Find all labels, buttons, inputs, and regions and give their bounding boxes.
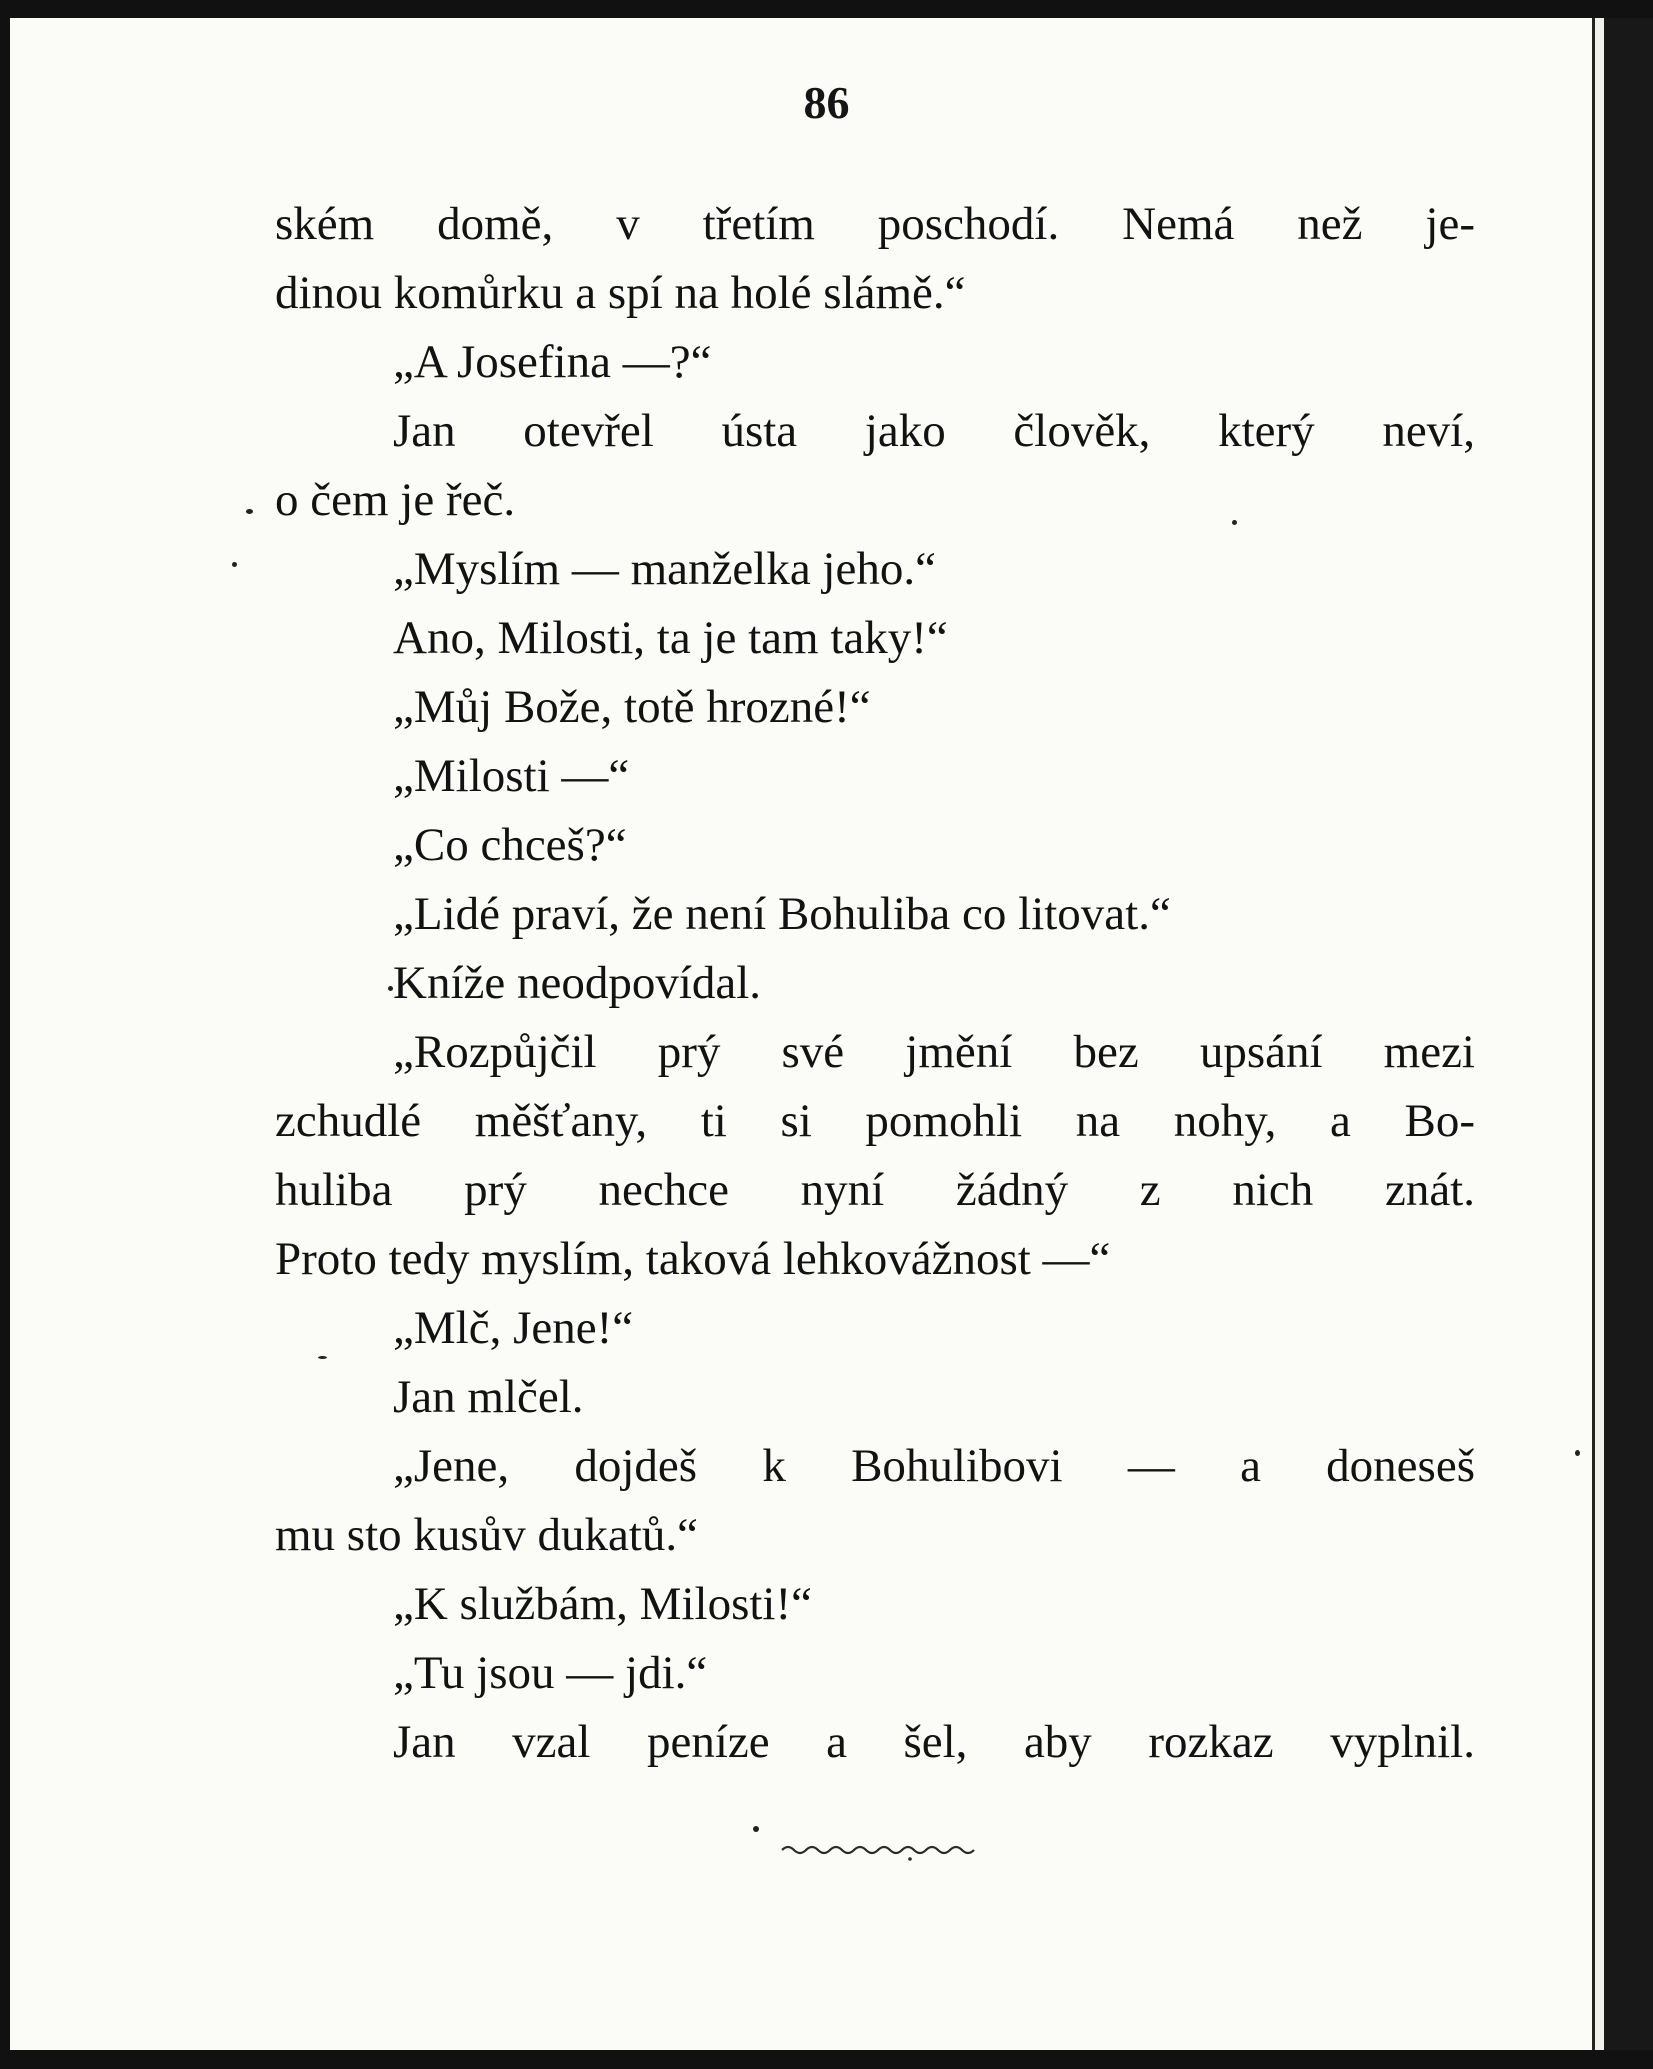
text-line: Jan otevřel ústa jako člověk, který neví, <box>393 405 1475 457</box>
text-line: „Mlč, Jene!“ <box>393 1302 634 1354</box>
text-line: Proto tedy myslím, taková lehkovážnost —“ <box>275 1233 1111 1285</box>
ink-speck <box>1575 1450 1580 1456</box>
text-line: huliba prý nechce nyní žádný z nich znát. <box>275 1164 1475 1216</box>
text-line: Jan vzal peníze a šel, aby rozkaz vyplnil. <box>393 1716 1475 1768</box>
text-line: „Co chceš?“ <box>393 819 627 871</box>
text-line: „Myslím — manželka jeho.“ <box>393 543 936 595</box>
text-line: mu sto kusův dukatů.“ <box>275 1509 698 1561</box>
ink-speck <box>753 1826 759 1832</box>
text-line: zchudlé měšťany, ti si pomohli na nohy, a Bo- <box>275 1095 1475 1147</box>
ink-speck <box>1232 520 1237 525</box>
ink-speck <box>246 509 253 514</box>
page-number: 86 <box>803 77 850 128</box>
text-line: „Jene, dojdeš k Bohulibovi — a doneseš <box>393 1440 1475 1492</box>
text-line: „Milosti —“ <box>393 750 630 802</box>
ink-speck <box>318 1356 327 1359</box>
ink-speck <box>388 986 393 991</box>
text-line: „K službám, Milosti!“ <box>393 1578 813 1630</box>
text-line: dinou komůrku a spí na holé slámě.“ <box>275 267 966 319</box>
ink-speck <box>232 562 237 567</box>
text-line: ském domě, v třetím poschodí. Nemá než je- <box>275 198 1475 250</box>
body-text <box>275 190 1475 1777</box>
text-line: Kníže neodpovídal. <box>393 957 762 1009</box>
text-line: „Můj Bože, totě hrozné!“ <box>393 681 871 733</box>
text-line: „A Josefina —?“ <box>393 336 712 388</box>
text-line: „Rozpůjčil prý své jmění bez upsání mezi <box>393 1026 1475 1078</box>
scan-border-right <box>1604 18 1653 2050</box>
text-line: Jan mlčel. <box>393 1371 584 1423</box>
text-line: o čem je řeč. <box>275 474 516 526</box>
text-line: Ano, Milosti, ta je tam taky!“ <box>393 612 948 664</box>
end-ornament <box>780 1840 976 1862</box>
text-line: „Tu jsou — jdi.“ <box>393 1647 708 1699</box>
text-line: „Lidé praví, že není Bohuliba co litovat.“ <box>393 888 1171 940</box>
